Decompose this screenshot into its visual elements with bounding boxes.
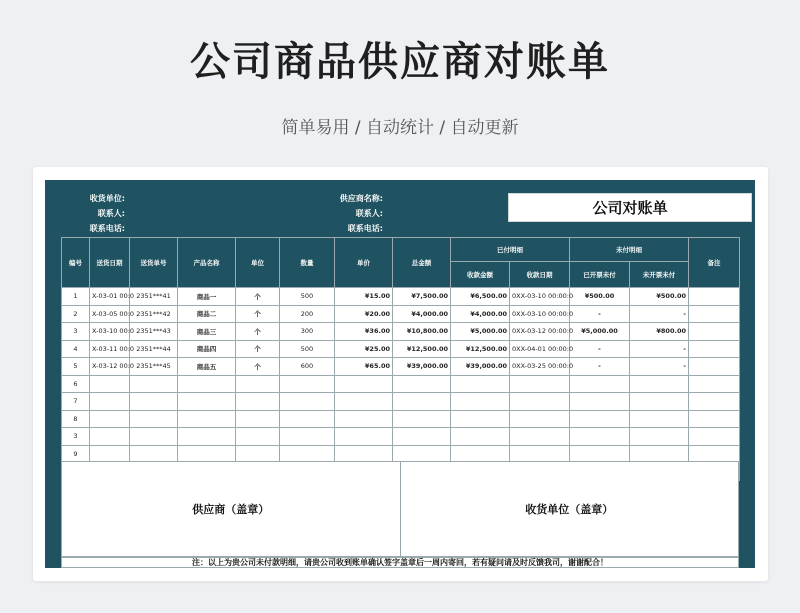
cell-order-no: 2351***43 <box>130 323 178 341</box>
cell-remark <box>689 445 740 463</box>
table-row <box>62 288 740 306</box>
cell-remark <box>689 323 740 341</box>
cell-invoiced: ¥500.00 <box>570 288 630 306</box>
cell-seq: 3 <box>62 323 90 341</box>
cell-total <box>393 445 451 463</box>
cell-paid-date <box>510 428 570 446</box>
cell-order-no <box>130 410 178 428</box>
cell-remark <box>689 410 740 428</box>
cell-product <box>178 410 236 428</box>
cell-paid-amount: ¥6,500.00 <box>451 288 510 306</box>
receiver-stamp-area: 收货单位（盖章） <box>400 462 739 556</box>
cell-order-no: 2351***44 <box>130 340 178 358</box>
cell-order-no: 2351***42 <box>130 305 178 323</box>
cell-paid-date: 0XX-03-12 00:00:0 <box>510 323 570 341</box>
cell-product <box>178 428 236 446</box>
receiver-phone-label: 联系电话: <box>89 224 125 233</box>
cell-paid-date: 0XX-03-10 00:00:0 <box>510 288 570 306</box>
cell-total <box>393 428 451 446</box>
cell-seq: 1 <box>62 288 90 306</box>
cell-product: 商品二 <box>178 305 236 323</box>
cell-total <box>393 410 451 428</box>
cell-remark <box>689 393 740 411</box>
cell-product: 商品三 <box>178 323 236 341</box>
cell-qty <box>280 428 335 446</box>
cell-total: ¥4,000.00 <box>393 305 451 323</box>
footer-note: 注：以上为贵公司未付款明细，请贵公司收到账单确认签字盖章后一周内寄回，若有疑问请及时反馈我司，谢谢配合！ <box>61 557 739 568</box>
table-row <box>62 305 740 323</box>
cell-price: ¥20.00 <box>335 305 393 323</box>
cell-product <box>178 393 236 411</box>
cell-date: X-03-05 00:0 <box>90 305 130 323</box>
table-row <box>62 445 740 463</box>
cell-paid-amount <box>451 375 510 393</box>
cell-invoiced: - <box>570 358 630 376</box>
cell-remark <box>689 288 740 306</box>
cell-seq: 4 <box>62 340 90 358</box>
supplier-phone-label: 联系电话: <box>347 224 383 233</box>
cell-date <box>90 445 130 463</box>
cell-qty <box>280 410 335 428</box>
cell-invoiced: - <box>570 340 630 358</box>
cell-date <box>90 428 130 446</box>
table-row <box>62 375 740 393</box>
cell-seq: 9 <box>62 445 90 463</box>
cell-unit: 个 <box>236 288 280 306</box>
cell-unit <box>236 410 280 428</box>
col-header-unit: 单位 <box>236 238 280 288</box>
cell-date: X-03-01 00:0 <box>90 288 130 306</box>
cell-qty: 200 <box>280 305 335 323</box>
cell-product: 商品四 <box>178 340 236 358</box>
cell-invoiced: ¥5,000.00 <box>570 323 630 341</box>
cell-total <box>393 375 451 393</box>
cell-date <box>90 393 130 411</box>
cell-unit <box>236 445 280 463</box>
cell-total: ¥7,500.00 <box>393 288 451 306</box>
cell-remark <box>689 305 740 323</box>
cell-date: X-03-11 00:0 <box>90 340 130 358</box>
cell-order-no <box>130 393 178 411</box>
cell-product: 商品五 <box>178 358 236 376</box>
cell-total <box>393 393 451 411</box>
col-header-price: 单价 <box>335 238 393 288</box>
statement-rows <box>62 288 740 463</box>
cell-unit: 个 <box>236 358 280 376</box>
statement-sheet <box>45 180 755 568</box>
cell-unit <box>236 375 280 393</box>
cell-paid-amount: ¥12,500.00 <box>451 340 510 358</box>
col-header-paid-amount: 收款金额 <box>451 262 510 288</box>
cell-paid-amount <box>451 393 510 411</box>
cell-not-invoiced: - <box>630 358 689 376</box>
cell-paid-amount: ¥4,000.00 <box>451 305 510 323</box>
table-row <box>62 323 740 341</box>
cell-total: ¥39,000.00 <box>393 358 451 376</box>
cell-date: X-03-10 00:0 <box>90 323 130 341</box>
signature-row <box>61 461 739 557</box>
cell-product <box>178 375 236 393</box>
cell-product <box>178 445 236 463</box>
cell-qty: 300 <box>280 323 335 341</box>
cell-invoiced <box>570 393 630 411</box>
cell-price <box>335 445 393 463</box>
col-header-unpaid-group: 未付明细 <box>570 238 689 262</box>
cell-qty: 500 <box>280 340 335 358</box>
cell-invoiced <box>570 410 630 428</box>
cell-date: X-03-12 00:0 <box>90 358 130 376</box>
cell-qty: 500 <box>280 288 335 306</box>
cell-seq: 8 <box>62 410 90 428</box>
cell-not-invoiced: - <box>630 340 689 358</box>
table-row <box>62 340 740 358</box>
cell-seq: 3 <box>62 428 90 446</box>
cell-unit: 个 <box>236 340 280 358</box>
cell-paid-amount: ¥5,000.00 <box>451 323 510 341</box>
col-header-order-no: 送货单号 <box>130 238 178 288</box>
table-row <box>62 410 740 428</box>
cell-paid-amount <box>451 410 510 428</box>
cell-paid-date: 0XX-04-01 00:00:0 <box>510 340 570 358</box>
cell-paid-date <box>510 410 570 428</box>
supplier-contact-label: 联系人: <box>355 209 383 218</box>
cell-qty <box>280 393 335 411</box>
col-header-paid-group: 已付明细 <box>451 238 570 262</box>
col-header-date: 送货日期 <box>90 238 130 288</box>
cell-not-invoiced <box>630 410 689 428</box>
cell-qty: 600 <box>280 358 335 376</box>
supplier-name-label: 供应商名称: <box>339 194 383 203</box>
statement-title-box: 公司对账单 <box>508 193 752 222</box>
cell-order-no: 2351***45 <box>130 358 178 376</box>
cell-unit <box>236 428 280 446</box>
cell-invoiced <box>570 428 630 446</box>
col-header-invoiced: 已开票未付 <box>570 262 630 288</box>
cell-price <box>335 375 393 393</box>
col-header-paid-date: 收款日期 <box>510 262 570 288</box>
cell-date <box>90 375 130 393</box>
receiver-contact-label: 联系人: <box>97 209 125 218</box>
cell-paid-date: 0XX-03-25 00:00:0 <box>510 358 570 376</box>
col-header-remark: 备注 <box>689 238 740 288</box>
cell-total: ¥12,500.00 <box>393 340 451 358</box>
col-header-total: 总金额 <box>393 238 451 288</box>
table-row <box>62 428 740 446</box>
cell-remark <box>689 340 740 358</box>
page-title: 公司商品供应商对账单 <box>190 39 610 85</box>
cell-seq: 2 <box>62 305 90 323</box>
col-header-qty: 数量 <box>280 238 335 288</box>
cell-order-no <box>130 375 178 393</box>
cell-paid-date <box>510 445 570 463</box>
cell-not-invoiced <box>630 428 689 446</box>
cell-invoiced <box>570 375 630 393</box>
receiver-unit-label: 收货单位: <box>89 194 125 203</box>
cell-paid-amount <box>451 428 510 446</box>
cell-unit <box>236 393 280 411</box>
col-header-seq: 编号 <box>62 238 90 288</box>
cell-qty <box>280 375 335 393</box>
cell-not-invoiced <box>630 375 689 393</box>
cell-price <box>335 428 393 446</box>
cell-not-invoiced <box>630 445 689 463</box>
cell-paid-date <box>510 375 570 393</box>
cell-seq: 6 <box>62 375 90 393</box>
cell-invoiced: - <box>570 305 630 323</box>
cell-price: ¥65.00 <box>335 358 393 376</box>
cell-paid-amount <box>451 445 510 463</box>
cell-unit: 个 <box>236 323 280 341</box>
cell-seq: 5 <box>62 358 90 376</box>
cell-paid-date: 0XX-03-10 00:00:0 <box>510 305 570 323</box>
cell-price: ¥25.00 <box>335 340 393 358</box>
col-header-product: 产品名称 <box>178 238 236 288</box>
col-header-not-invoiced: 未开票未付 <box>630 262 689 288</box>
cell-product: 商品一 <box>178 288 236 306</box>
cell-remark <box>689 428 740 446</box>
cell-order-no: 2351***41 <box>130 288 178 306</box>
cell-price: ¥15.00 <box>335 288 393 306</box>
statement-table <box>61 237 740 481</box>
page-subtitle: 简单易用 / 自动统计 / 自动更新 <box>281 118 519 138</box>
cell-remark <box>689 375 740 393</box>
cell-invoiced <box>570 445 630 463</box>
cell-not-invoiced: ¥800.00 <box>630 323 689 341</box>
cell-seq: 7 <box>62 393 90 411</box>
cell-price: ¥36.00 <box>335 323 393 341</box>
cell-date <box>90 410 130 428</box>
cell-unit: 个 <box>236 305 280 323</box>
table-row <box>62 358 740 376</box>
cell-price <box>335 410 393 428</box>
cell-paid-date <box>510 393 570 411</box>
cell-price <box>335 393 393 411</box>
cell-total: ¥10,800.00 <box>393 323 451 341</box>
cell-order-no <box>130 428 178 446</box>
cell-paid-amount: ¥39,000.00 <box>451 358 510 376</box>
cell-remark <box>689 358 740 376</box>
cell-not-invoiced: ¥500.00 <box>630 288 689 306</box>
table-row <box>62 393 740 411</box>
cell-not-invoiced <box>630 393 689 411</box>
supplier-stamp-area: 供应商（盖章） <box>192 503 270 516</box>
cell-qty <box>280 445 335 463</box>
cell-order-no <box>130 445 178 463</box>
cell-not-invoiced: - <box>630 305 689 323</box>
